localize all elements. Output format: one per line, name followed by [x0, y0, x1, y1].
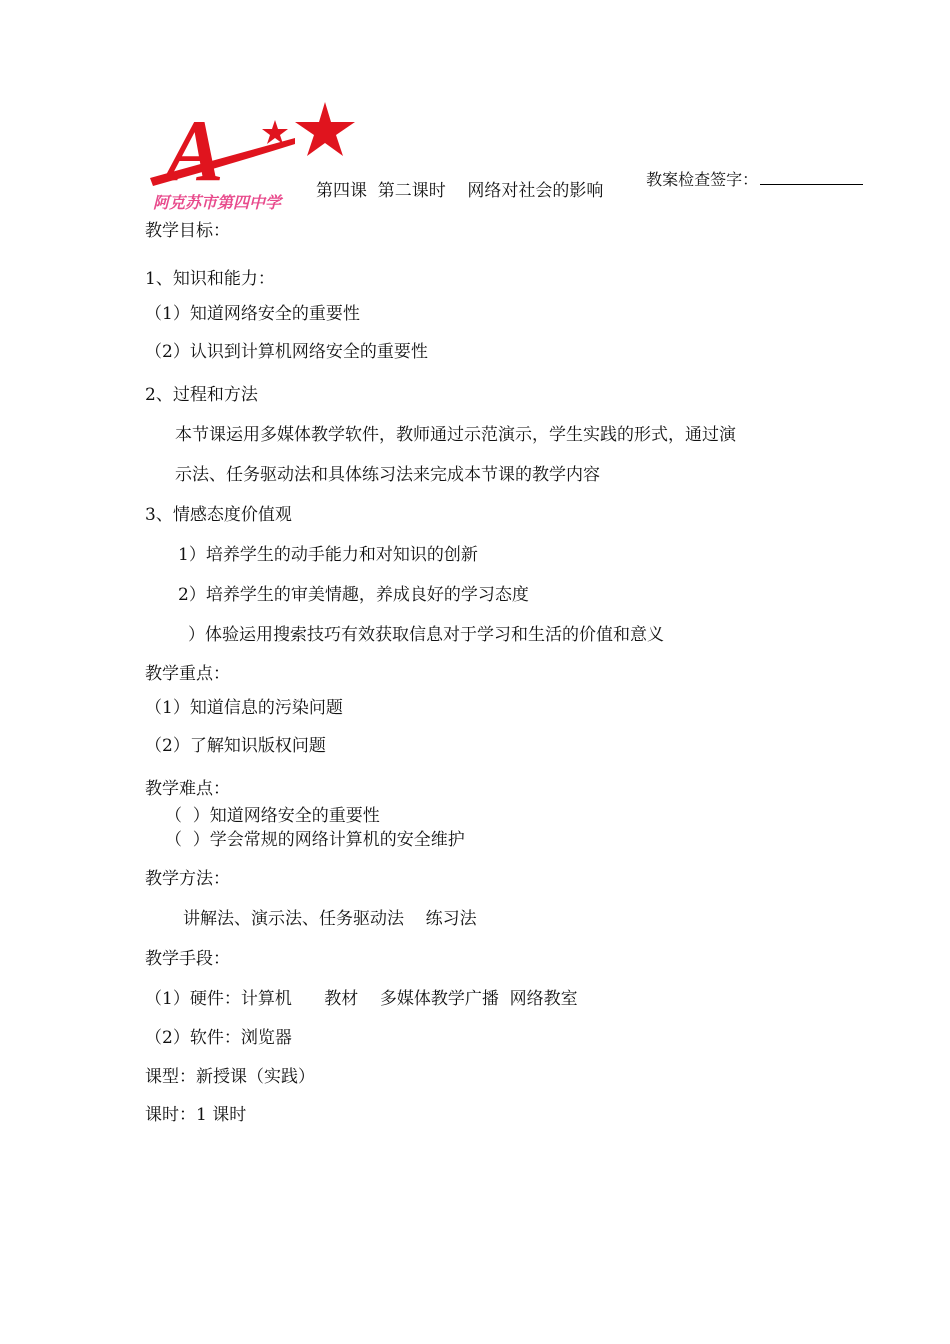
focus-item-1: （1）知道信息的污染问题 [145, 698, 343, 718]
signature-blank [760, 170, 863, 185]
lesson-title: 第四课 第二课时 网络对社会的影响 [316, 181, 604, 201]
difficulty-heading: 教学难点： [145, 779, 230, 799]
check-signature [636, 147, 863, 191]
section-2-paragraph-2: 示法、任务驱动法和具体练习法来完成本节课的教学内容 [175, 465, 600, 485]
focus-item-2: （2）了解知识版权问题 [145, 736, 326, 756]
difficulty-item-1: （ ）知道网络安全的重要性 [165, 806, 380, 826]
section-3-item-2: 2）培养学生的审美情趣，养成良好的学习态度 [178, 585, 529, 605]
method-text: 讲解法、演示法、任务驱动法 练习法 [183, 909, 477, 929]
section-3-item-3: ）体验运用搜索技巧有效获取信息对于学习和生活的价值和意义 [188, 625, 664, 645]
method-heading: 教学方法： [145, 869, 230, 889]
check-signature-label: 教案检查签字： [646, 170, 759, 189]
logo-star-small [262, 120, 288, 144]
means-item-1: （1）硬件：计算机 教材 多媒体教学广播 网络教室 [145, 989, 578, 1009]
section-1-item-1: （1）知道网络安全的重要性 [145, 304, 360, 324]
section-1-heading: 1、知识和能力： [145, 269, 275, 289]
logo-star-large [295, 102, 355, 156]
means-heading: 教学手段： [145, 949, 230, 969]
focus-heading: 教学重点： [145, 664, 230, 684]
section-2-heading: 2、过程和方法 [145, 385, 258, 405]
means-item-2: （2）软件：浏览器 [145, 1028, 292, 1048]
goals-heading: 教学目标： [145, 221, 230, 241]
lesson-hours: 课时：1 课时 [145, 1105, 247, 1125]
lesson-type: 课型：新授课（实践） [145, 1067, 315, 1087]
section-3-heading: 3、情感态度价值观 [145, 505, 292, 525]
logo-school-name: 阿克苏市第四中学 [153, 193, 282, 212]
logo-letter: A [165, 103, 224, 200]
section-3-item-1: 1）培养学生的动手能力和对知识的创新 [178, 545, 478, 565]
difficulty-item-2: （ ）学会常规的网络计算机的安全维护 [165, 830, 465, 850]
section-2-paragraph-1: 本节课运用多媒体教学软件，教师通过示范演示，学生实践的形式，通过演 [175, 425, 736, 445]
section-1-item-2: （2）认识到计算机网络安全的重要性 [145, 342, 428, 362]
